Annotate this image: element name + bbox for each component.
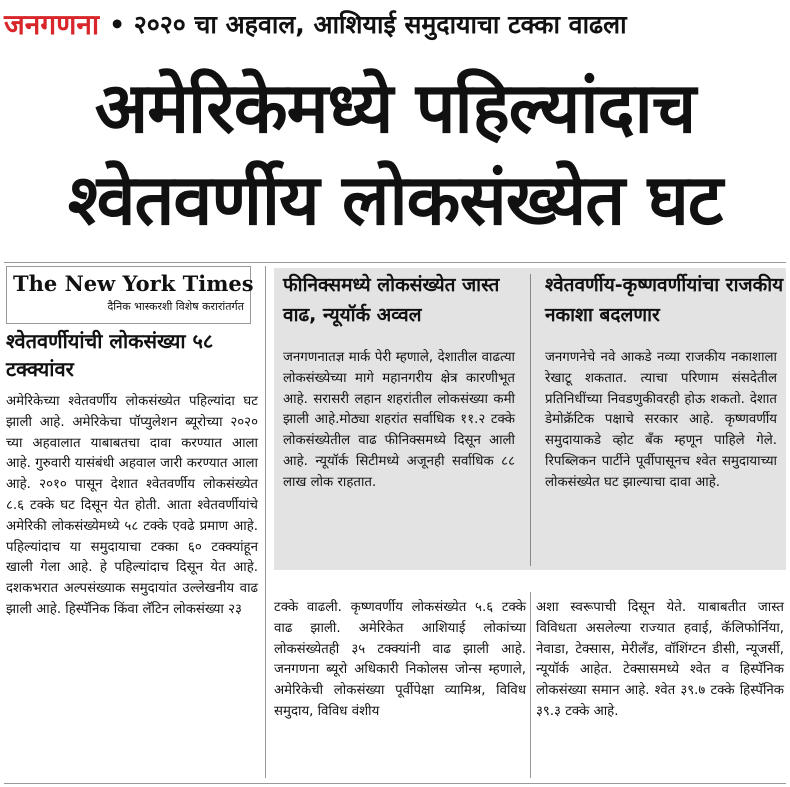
bottom-divider	[4, 783, 786, 784]
sidebar-divider	[530, 274, 531, 566]
box2-body: जनगणनेचे नवे आकडे नव्या राजकीय नकाशाला रेखाटू शकतात. त्याचा परिणाम संसदेतील प्रतिनिधींच्या निवडणुकीवरही होऊ शकतो. देशात डेमोक्रॅटिक पक्षाचे सरकार आहे. कृष्णवर्णीय समुदायाकडे व्होट बँक म्हणून पाहिले गेले. रिपब्लिकन पार्टीने पूर्वीपासूनच श्वेत समुदायाच्या लोकसंख्येत घट झाल्याचा दावा आहे.	[545, 350, 777, 490]
box1-body: जनगणनातज्ञ मार्क पेरी म्हणाले, देशातील वाढत्या लोकसंख्येच्या मागे महानगरीय क्षेत्र कारणीभूत आहे. सरासरी लहान शहरांतील लोकसंख्या कमी झाली आहे.मोठ्या शहरांत सर्वाधिक ११.२ टक्के लोकसंख्येतील वाढ फीनिक्समध्ये दिसून आली आहे. न्यूयॉर्क सिटीमध्ये अजूनही सर्वाधिक ८८ लाख लोक राहतात.	[283, 350, 515, 490]
column-divider-1	[265, 266, 266, 778]
column-divider-2	[530, 592, 531, 778]
column1-body: अमेरिकेच्या श्वेतवर्णीय लोकसंख्येत पहिल्यांदा घट झाली आहे. अमेरिकेचा पॉप्युलेशन ब्यूरोच्या २०२० च्या अहवालात याबाबतचा दावा करण्यात आला आहे. गुरुवारी यासंबंधी अहवाल जारी करण्यात आला आहे. २०१० पासून देशात श्वेतवर्णीय लोकसंख्येत ८.६ टक्के घट दिसून येत होती. आता श्वेतवर्णीयांचे अमेरिकी लोकसंख्येमध्ये ५८ टक्के एवढे प्रमाण आहे. पहिल्यांदाच या समुदायाचा टक्का ६० टक्क्यांहून खाली गेला आहे. हे पहिल्यांदाच दिसून येत आहे. दशकभरात अल्पसंख्याक समुदायांत उल्लेखनीय वाढ झाली आहे. हिस्पॅनिक किंवा लॅटिन लोकसंख्या २३	[6, 394, 258, 617]
nyt-subtitle: दैनिक भास्करशी विशेष करारांतर्गत	[107, 300, 244, 313]
nyt-logo: The New York Times	[13, 271, 254, 296]
kicker-text: • २०२० चा अहवाल, आशियाई समुदायाचा टक्का वाढला	[109, 10, 627, 39]
section-tag: जनगणना	[4, 8, 100, 41]
column3-body: अशा स्वरूपाची दिसून येते. याबाबतीत जास्त विविधता असलेल्या राज्यात हवाई, कॅलिफोर्निया, नेवाडा, टेक्सास, मेरीलँड, वॉशिंग्टन डीसी, न्यूजर्सी, न्यूयॉर्क आहेत. टेक्सासमध्ये श्वेत व हिस्पॅनिक लोकसंख्या समान आहे. श्वेत ३९.७ टक्के हिस्पॅनिक ३९.३ टक्के आहे.	[536, 600, 784, 719]
column1-headline: श्वेतवर्णीयांची लोकसंख्या ५८ टक्क्यांवर	[6, 329, 214, 381]
column2-body: टक्के वाढली. कृष्णवर्णीय लोकसंख्येत ५.६ टक्के वाढ झाली. अमेरिकेत आशियाई लोकांच्या लोकसंख्येतही ३५ टक्क्यांनी वाढ झाली आहे. जनगणना ब्यूरो अधिकारी निकोलस जोन्स म्हणाले, अमेरिकेची लोकसंख्या पूर्वीपेक्षा व्यामिश्र, विविध समुदाय, विविध वंशीय	[274, 600, 526, 719]
headline-line-1: अमेरिकेमध्ये पहिल्यांदाच	[94, 67, 696, 149]
kicker	[4, 4, 627, 44]
box2-headline: श्वेतवर्णीय-कृष्णवर्णीयांचा राजकीय नकाशा बदलणार	[545, 274, 784, 326]
nyt-credit-box	[6, 266, 254, 324]
box1-headline: फीनिक्समध्ये लोकसंख्येत जास्त वाढ, न्यूयॉर्क अव्वल	[283, 274, 500, 326]
top-divider	[4, 262, 786, 263]
headline-line-2: श्वेतवर्णीय लोकसंख्येत घट	[67, 159, 723, 241]
